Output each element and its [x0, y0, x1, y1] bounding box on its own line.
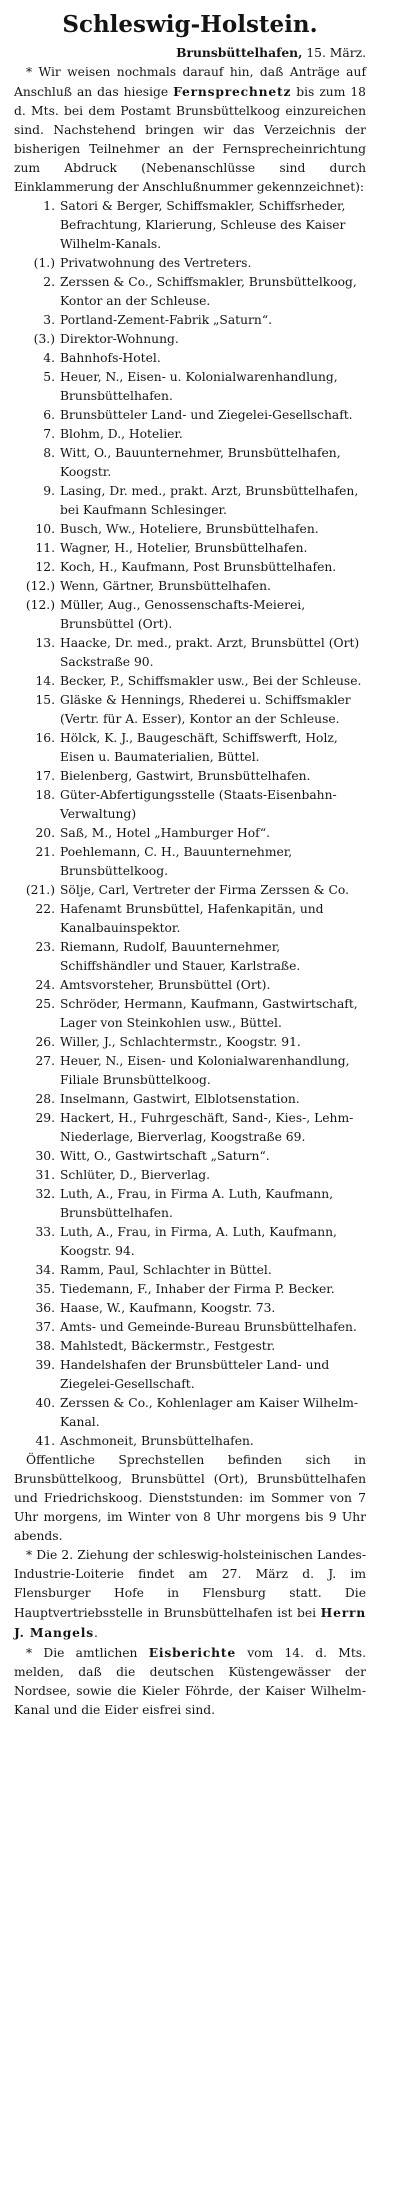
list-item [14, 311, 366, 330]
entry-text: Becker, P., Schiffsmakler usw., Bei der Schleuse. [60, 674, 362, 688]
entry-number: 3. [43, 313, 55, 327]
entry-text: Schröder, Hermann, Kaufmann, Gastwirtschaft, Lager von Steinkohlen usw., Büttel. [60, 997, 358, 1030]
dateline [14, 43, 366, 63]
ice-term: Eisberichte [148, 1645, 236, 1660]
entry-text: Heuer, N., Eisen- und Kolonialwarenhandlung, Filiale Brunsbüttelkoog. [60, 1054, 350, 1087]
list-item [14, 406, 366, 425]
entry-text: Mahlstedt, Bäckermstr., Festgestr. [60, 1339, 276, 1353]
list-item [14, 1337, 366, 1356]
ice-report-paragraph [14, 1643, 366, 1720]
list-item [14, 1223, 366, 1261]
entry-text: Koch, H., Kaufmann, Post Brunsbüttelhafen. [60, 560, 337, 574]
entry-number: 28. [35, 1092, 55, 1106]
entry-text: Handelshafen der Brunsbütteler Land- und Ziegelei-Gesellschaft. [60, 1358, 330, 1391]
entry-text: Witt, O., Gastwirtschaft „Saturn“. [60, 1149, 270, 1163]
entry-text: Amtsvorsteher, Brunsbüttel (Ort). [60, 978, 271, 992]
intro-paragraph [14, 63, 366, 197]
entry-text: Haacke, Dr. med., prakt. Arzt, Brunsbüttel (Ort) Sackstraße 90. [60, 636, 360, 669]
entry-number: 5. [43, 370, 55, 384]
list-item [14, 634, 366, 672]
list-item [14, 1432, 366, 1451]
list-item [14, 786, 366, 824]
entry-number: 6. [43, 408, 55, 422]
entry-text: Witt, O., Bauunternehmer, Brunsbüttelhafen, Koogstr. [60, 446, 341, 479]
subscriber-list [14, 197, 366, 1451]
entry-number: 2. [43, 275, 55, 289]
entry-text: Satori & Berger, Schiffsmakler, Schiffsrheder, Befrachtung, Klarierung, Schleuse des Kaiser Wilhelm-Kanals. [60, 199, 346, 251]
public-stations-paragraph [14, 1451, 366, 1546]
entry-text: Busch, Ww., Hoteliere, Brunsbüttelhafen. [60, 522, 319, 536]
intro-text-b: bis zum 18 d. Mts. bei dem Postamt Brunsbüttelkoog einzureichen sind. Nachstehend bringen wir das Verzeichnis der bisherigen Teilnehmer an der Fernsprecheinrichtung zum Abdruck (Nebenanschlüsse sind durch Einklammerung der Anschlußnummer gekennzeichnet): [14, 85, 366, 194]
lottery-text-a: * Die 2. Ziehung der schleswig-holsteinischen Landes-Industrie-Loiterie findet am 27. März d. J. im Flensburger Hofe in Flensburg statt. Die Hauptvertriebsstelle in Brunsbüttelhafen ist bei [14, 1548, 366, 1620]
entry-text: Schlüter, D., Bierverlag. [60, 1168, 211, 1182]
entry-number: (12.) [25, 579, 55, 593]
section-headline: Schleswig-Holstein. [62, 11, 318, 38]
entry-text: Willer, J., Schlachtermstr., Koogstr. 91. [60, 1035, 301, 1049]
entry-text: Sölje, Carl, Vertreter der Firma Zerssen & Co. [60, 883, 350, 897]
list-item [14, 539, 366, 558]
entry-text: Amts- und Gemeinde-Bureau Brunsbüttelhafen. [60, 1320, 357, 1334]
entry-number: 10. [35, 522, 55, 536]
ice-text-b: vom 14. d. Mts. melden, daß die deutschen Küstengewässer der Nordsee, sowie die Kieler Föhrde, der Kaiser Wilhelm-Kanal und die Eider eisfrei sind. [14, 1646, 366, 1717]
list-item [14, 1147, 366, 1166]
list-item [14, 691, 366, 729]
entry-number: 34. [35, 1263, 55, 1277]
entry-number: (1.) [33, 256, 55, 270]
list-item [14, 558, 366, 577]
entry-number: 29. [35, 1111, 55, 1125]
lottery-paragraph [14, 1546, 366, 1643]
entry-text: Wagner, H., Hotelier, Brunsbüttelhafen. [60, 541, 308, 555]
entry-text: Ramm, Paul, Schlachter in Büttel. [60, 1263, 272, 1277]
entry-number: 23. [35, 940, 55, 954]
entry-text: Luth, A., Frau, in Firma, A. Luth, Kaufmann, Koogstr. 94. [60, 1225, 337, 1258]
entry-text: Portland-Zement-Fabrik „Saturn“. [60, 313, 273, 327]
entry-number: 9. [43, 484, 55, 498]
entry-text: Gläske & Hennings, Rhederei u. Schiffsmakler (Vertr. für A. Esser), Kontor an der Schleuse. [60, 693, 351, 726]
list-item [14, 1090, 366, 1109]
entry-number: 30. [35, 1149, 55, 1163]
entry-number: 15. [35, 693, 55, 707]
entry-number: 21. [35, 845, 55, 859]
entry-text: Müller, Aug., Genossenschafts-Meierei, Brunsbüttel (Ort). [60, 598, 306, 631]
list-item [14, 824, 366, 843]
list-item [14, 330, 366, 349]
entry-number: 41. [35, 1434, 55, 1448]
entry-text: Riemann, Rudolf, Bauunternehmer, Schiffshändler und Stauer, Karlstraße. [60, 940, 301, 973]
entry-number: 7. [43, 427, 55, 441]
entry-text: Luth, A., Frau, in Firma A. Luth, Kaufmann, Brunsbüttelhafen. [60, 1187, 334, 1220]
entry-text: Heuer, N., Eisen- u. Kolonialwarenhandlung, Brunsbüttelhafen. [60, 370, 338, 403]
list-item [14, 938, 366, 976]
lottery-text-b: . [93, 1626, 98, 1640]
entry-text: Privatwohnung des Vertreters. [60, 256, 252, 270]
entry-number: (21.) [25, 883, 55, 897]
list-item [14, 1394, 366, 1432]
entry-text: Hölck, K. J., Baugeschäft, Schiffswerft, Holz, Eisen u. Baumaterialien, Büttel. [60, 731, 338, 764]
entry-number: 40. [35, 1396, 55, 1410]
entry-number: 35. [35, 1282, 55, 1296]
intro-spaced-term: Fernsprechnetz [173, 84, 292, 99]
list-item [14, 729, 366, 767]
list-item [14, 1185, 366, 1223]
list-item [14, 425, 366, 444]
intro-text-a: * Wir weisen nochmals darauf hin, daß Anträge auf Anschluß an das hiesige [14, 65, 366, 99]
list-item [14, 1261, 366, 1280]
entry-text: Haase, W., Kaufmann, Koogstr. 73. [60, 1301, 276, 1315]
entry-number: 25. [35, 997, 55, 1011]
entry-number: 13. [35, 636, 55, 650]
entry-text: Hackert, H., Fuhrgeschäft, Sand-, Kies-, Lehm-Niederlage, Bierverlag, Koogstraße 69. [60, 1111, 354, 1144]
entry-text: Inselmann, Gastwirt, Elblotsenstation. [60, 1092, 300, 1106]
entry-text: Brunsbütteler Land- und Ziegelei-Gesellschaft. [60, 408, 353, 422]
entry-number: 8. [43, 446, 55, 460]
entry-text: Saß, M., Hotel „Hamburger Hof“. [60, 826, 271, 840]
list-item [14, 1318, 366, 1337]
entry-text: Güter-Abfertigungsstelle (Staats-Eisenbahn-Verwaltung) [60, 788, 337, 821]
entry-number: 18. [35, 788, 55, 802]
entry-text: Bahnhofs-Hotel. [60, 351, 161, 365]
dateline-date: 15. März. [306, 46, 366, 60]
entry-text: Bielenberg, Gastwirt, Brunsbüttelhafen. [60, 769, 311, 783]
entry-text: Hafenamt Brunsbüttel, Hafenkapitän, und Kanalbauinspektor. [60, 902, 324, 935]
list-item [14, 1356, 366, 1394]
lottery-agent: Herrn J. Mangels [14, 1605, 366, 1640]
entry-text: Lasing, Dr. med., prakt. Arzt, Brunsbüttelhafen, bei Kaufmann Schlesinger. [60, 484, 359, 517]
list-item [14, 368, 366, 406]
list-item [14, 1052, 366, 1090]
entry-text: Poehlemann, C. H., Bauunternehmer, Brunsbüttelkoog. [60, 845, 293, 878]
entry-number: 31. [35, 1168, 55, 1182]
entry-number: 36. [35, 1301, 55, 1315]
list-item [14, 520, 366, 539]
list-item [14, 596, 366, 634]
list-item [14, 900, 366, 938]
list-item [14, 254, 366, 273]
entry-number: 39. [35, 1358, 55, 1372]
entry-number: 38. [35, 1339, 55, 1353]
list-item [14, 482, 366, 520]
list-item [14, 577, 366, 596]
list-item [14, 273, 366, 311]
entry-text: Blohm, D., Hotelier. [60, 427, 183, 441]
entry-text: Wenn, Gärtner, Brunsbüttelhafen. [60, 579, 271, 593]
dateline-place: Brunsbüttelhafen, [176, 45, 303, 60]
entry-text: Zerssen & Co., Kohlenlager am Kaiser Wilhelm-Kanal. [60, 1396, 359, 1429]
list-item [14, 1280, 366, 1299]
entry-number: 1. [43, 199, 55, 213]
list-item [14, 672, 366, 691]
list-item [14, 1166, 366, 1185]
entry-text: Tiedemann, F., Inhaber der Firma P. Becker. [60, 1282, 335, 1296]
entry-number: 33. [35, 1225, 55, 1239]
entry-number: 12. [35, 560, 55, 574]
entry-number: 27. [35, 1054, 55, 1068]
entry-number: 26. [35, 1035, 55, 1049]
entry-number: 24. [35, 978, 55, 992]
entry-number: 16. [35, 731, 55, 745]
entry-number: 17. [35, 769, 55, 783]
entry-number: 22. [35, 902, 55, 916]
entry-text: Aschmoneit, Brunsbüttelhafen. [60, 1434, 254, 1448]
public-stations-text: Öffentliche Sprechstellen befinden sich in Brunsbüttelkoog, Brunsbüttel (Ort), Brunsbüttelhafen und Friedrichskoog. Dienststunden: im Sommer von 7 Uhr morgens, im Winter von 8 Uhr morgens bis 9 Uhr abends. [14, 1453, 366, 1543]
entry-number: 37. [35, 1320, 55, 1334]
list-item [14, 976, 366, 995]
list-item [14, 349, 366, 368]
entry-number: 20. [35, 826, 55, 840]
list-item [14, 197, 366, 254]
entry-number: 11. [35, 541, 55, 555]
list-item [14, 843, 366, 881]
entry-text: Direktor-Wohnung. [60, 332, 179, 346]
list-item [14, 1109, 366, 1147]
list-item [14, 995, 366, 1033]
entry-number: 4. [43, 351, 55, 365]
list-item [14, 767, 366, 786]
entry-number: (3.) [33, 332, 55, 346]
entry-number: (12.) [25, 598, 55, 612]
entry-number: 14. [35, 674, 55, 688]
entry-number: 32. [35, 1187, 55, 1201]
list-item [14, 444, 366, 482]
entry-text: Zerssen & Co., Schiffsmakler, Brunsbüttelkoog, Kontor an der Schleuse. [60, 275, 357, 308]
list-item [14, 1299, 366, 1318]
ice-text-a: * Die amtlichen [26, 1646, 149, 1660]
list-item [14, 881, 366, 900]
list-item [14, 1033, 366, 1052]
